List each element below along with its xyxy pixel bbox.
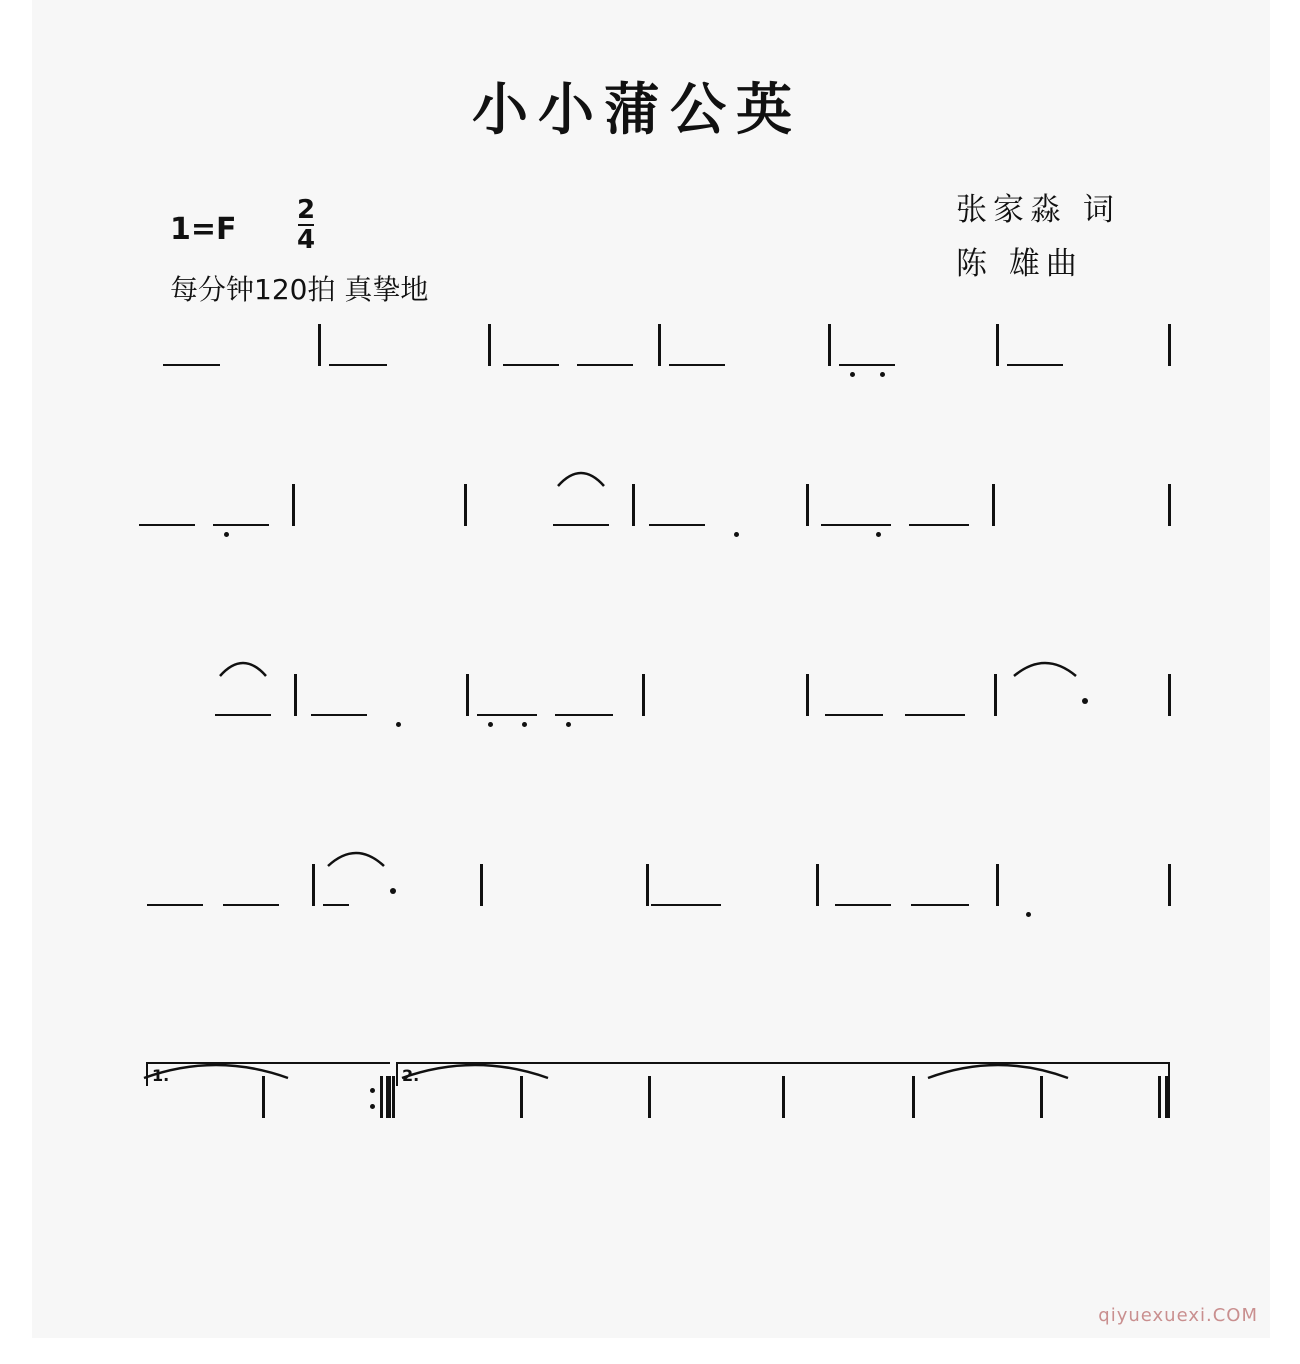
eighth-beam [223, 904, 279, 906]
barline [312, 864, 315, 906]
lyricist-credit: 张家淼 词 [956, 192, 1120, 228]
time-bottom: 4 [296, 225, 316, 255]
barline [996, 864, 999, 906]
eighth-beam [139, 524, 195, 526]
augmentation-dot [1082, 698, 1088, 704]
eighth-beam [911, 904, 969, 906]
barline [294, 674, 297, 716]
barline [992, 484, 995, 526]
barline [996, 324, 999, 366]
slur-tie [1012, 656, 1078, 678]
barline [464, 484, 467, 526]
slur-tie [556, 466, 606, 488]
octave-low-dot [566, 722, 571, 727]
eighth-beam [821, 524, 891, 526]
eighth-beam [503, 364, 559, 366]
barline [1168, 324, 1171, 366]
second-ending-bracket [396, 1062, 1170, 1086]
eighth-beam [835, 904, 891, 906]
eighth-beam [311, 714, 367, 716]
eighth-beam [577, 364, 633, 366]
barline [642, 674, 645, 716]
song-title: 小小蒲公英 [472, 77, 802, 143]
octave-low-dot [488, 722, 493, 727]
barline [392, 1076, 395, 1118]
eighth-beam [555, 714, 613, 716]
octave-low-dot [1026, 912, 1031, 917]
time-signature [296, 196, 316, 254]
octave-low-dot [850, 372, 855, 377]
repeat-dot [370, 1104, 375, 1109]
octave-low-dot [880, 372, 885, 377]
volta-number: 2. [402, 1066, 420, 1085]
slur-tie [326, 846, 386, 868]
tempo-marking: 每分钟120拍 真挚地 [170, 273, 429, 306]
barline [806, 484, 809, 526]
eighth-beam [213, 524, 269, 526]
octave-low-dot [396, 722, 401, 727]
eighth-beam [323, 904, 349, 906]
barline [488, 324, 491, 366]
barline [632, 484, 635, 526]
barline [806, 674, 809, 716]
eighth-beam [553, 524, 609, 526]
barline [318, 324, 321, 366]
eighth-beam [905, 714, 965, 716]
barline [1168, 864, 1171, 906]
slur-curve [558, 473, 604, 486]
eighth-beam [649, 524, 705, 526]
barline [292, 484, 295, 526]
eighth-beam [825, 714, 883, 716]
watermark: qiyuexuexi.COM [1098, 1305, 1258, 1326]
barline [646, 864, 649, 906]
barline [828, 324, 831, 366]
slur-curve [220, 663, 266, 676]
barline [1168, 484, 1171, 526]
eighth-beam [651, 904, 721, 906]
octave-low-dot [522, 722, 527, 727]
augmentation-dot [390, 888, 396, 894]
barline [994, 674, 997, 716]
eighth-beam [147, 904, 203, 906]
composer-credit: 陈 雄曲 [956, 246, 1083, 282]
volta-number: 1. [152, 1066, 170, 1085]
first-ending-bracket [146, 1062, 390, 1086]
eighth-beam [215, 714, 271, 716]
octave-low-dot [876, 532, 881, 537]
octave-low-dot [224, 532, 229, 537]
eighth-beam [669, 364, 725, 366]
slur-curve [1014, 663, 1076, 676]
repeat-dot [370, 1088, 375, 1093]
eighth-beam [839, 364, 895, 366]
eighth-beam [909, 524, 969, 526]
slur-curve [328, 853, 384, 866]
octave-low-dot [734, 532, 739, 537]
barline [466, 674, 469, 716]
eighth-beam [163, 364, 220, 366]
barline [1168, 674, 1171, 716]
eighth-beam [329, 364, 387, 366]
barline [480, 864, 483, 906]
eighth-beam [1007, 364, 1063, 366]
score-sheet [32, 0, 1270, 1338]
key-signature: 1=F [170, 212, 237, 247]
eighth-beam [477, 714, 537, 716]
barline [816, 864, 819, 906]
time-top: 2 [296, 195, 316, 225]
slur-tie [218, 656, 268, 678]
barline [658, 324, 661, 366]
